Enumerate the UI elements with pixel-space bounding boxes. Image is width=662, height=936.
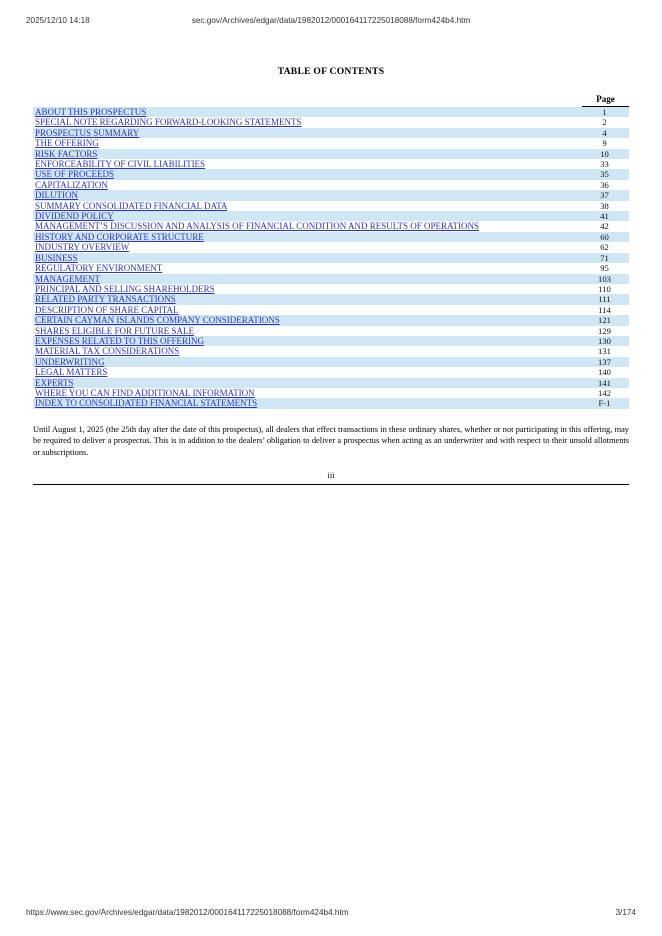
toc-page-number: 121 (582, 315, 629, 325)
toc-entry-cell (33, 221, 582, 231)
toc-link[interactable]: EXPENSES RELATED TO THIS OFFERING (35, 335, 205, 346)
toc-entry-cell (33, 315, 582, 325)
toc-page-number: 1 (582, 107, 629, 118)
toc-page-number: 71 (582, 253, 629, 263)
toc-link[interactable]: USE OF PROCEEDS (35, 169, 115, 180)
toc-page-number: 114 (598, 304, 611, 315)
toc-page-number: 103 (582, 274, 629, 284)
table-row (33, 284, 629, 294)
toc-page-number: 36 (600, 179, 609, 190)
toc-entry-column-header (33, 94, 582, 107)
toc-entry-cell (33, 117, 582, 127)
table-row (33, 336, 629, 346)
toc-header-row (33, 94, 629, 107)
toc-page-column-header: Page (582, 94, 629, 107)
toc-link[interactable]: SPECIAL NOTE REGARDING FORWARD-LOOKING STATEMENTS (35, 117, 302, 128)
table-row (33, 211, 629, 221)
toc-entry-cell (33, 232, 582, 242)
table-row (33, 180, 629, 190)
toc-page-number: 130 (582, 336, 629, 346)
table-row (33, 242, 629, 252)
toc-entry-cell (33, 263, 582, 273)
toc-entry-cell (33, 149, 582, 159)
toc-page-number: 142 (598, 387, 611, 398)
table-row (33, 346, 629, 356)
toc-entry-cell (33, 326, 582, 336)
toc-entry-cell (33, 107, 582, 118)
toc-link[interactable]: REGULATORY ENVIRONMENT (35, 263, 163, 274)
footer-rule (33, 484, 629, 485)
table-row (33, 367, 629, 377)
print-footer-url: https://www.sec.gov/Archives/edgar/data/1982012/000164117225018088/form424b4.htm (26, 908, 349, 917)
toc-entry-cell (33, 367, 582, 377)
toc-body (33, 107, 629, 409)
table-row (33, 398, 629, 408)
toc-link[interactable]: MANAGEMENT (35, 273, 100, 284)
toc-page-number: 37 (582, 190, 629, 200)
table-row (33, 169, 629, 179)
toc-link[interactable]: LEGAL MATTERS (35, 367, 108, 378)
table-row (33, 294, 629, 304)
toc-entry-cell (33, 169, 582, 179)
toc-page-number: 129 (598, 325, 611, 336)
toc-page-number: 110 (598, 283, 611, 294)
toc-entry-cell (33, 378, 582, 388)
toc-page-number: 4 (582, 128, 629, 138)
document-page (33, 48, 629, 493)
toc-entry-cell (33, 357, 582, 367)
table-row (33, 388, 629, 398)
toc-link[interactable]: RELATED PARTY TRANSACTIONS (35, 294, 176, 305)
toc-page-number: 111 (582, 294, 629, 304)
toc-link[interactable]: RISK FACTORS (35, 148, 98, 159)
toc-page-number: 141 (582, 378, 629, 388)
print-footer-page-counter: 3/174 (615, 908, 636, 917)
toc-link[interactable]: MATERIAL TAX CONSIDERATIONS (35, 346, 180, 357)
toc-link[interactable]: DESCRIPTION OF SHARE CAPITAL (35, 304, 179, 315)
table-row (33, 232, 629, 242)
print-footer (0, 906, 662, 920)
toc-page-number: 10 (582, 149, 629, 159)
toc-page-number: 137 (582, 357, 629, 367)
toc-entry-cell (33, 201, 582, 211)
toc-page-number: 42 (600, 221, 609, 232)
toc-entry-cell (33, 346, 582, 356)
page-marker: iii (327, 471, 335, 480)
toc-entry-cell (33, 253, 582, 263)
toc-entry-cell (33, 138, 582, 148)
table-of-contents (33, 94, 629, 409)
toc-page-number: 35 (582, 169, 629, 179)
page-title: TABLE OF CONTENTS (277, 66, 385, 77)
toc-link[interactable]: DILUTION (35, 190, 78, 201)
toc-link[interactable]: HISTORY AND CORPORATE STRUCTURE (35, 231, 204, 242)
table-row (33, 107, 629, 118)
toc-page-number: 38 (600, 200, 609, 211)
prospectus-delivery-legend: Until August 1, 2025 (the 25th day after the date of this prospectus), all dealers that effect transactions in these ordinary shares, whether or not participating in this offering, may be required to deliver a prospectus. This is in addition to the dealers’ obligation to deliver a prospectus when acting as an underwriter and with respect to their unsold allotments or subscriptions. (33, 424, 629, 457)
table-row (33, 305, 629, 315)
toc-entry-cell (33, 305, 582, 315)
table-row (33, 159, 629, 169)
toc-link[interactable]: PROSPECTUS SUMMARY (35, 127, 140, 138)
table-row (33, 326, 629, 336)
toc-link[interactable]: BUSINESS (35, 252, 78, 263)
toc-entry-cell (33, 211, 582, 221)
table-row (33, 117, 629, 127)
toc-link[interactable]: EXPERTS (35, 377, 74, 388)
toc-link[interactable]: DIVIDEND POLICY (35, 211, 114, 222)
toc-entry-cell (33, 128, 582, 138)
toc-entry-cell (33, 336, 582, 346)
toc-entry-cell (33, 190, 582, 200)
toc-entry-cell (33, 294, 582, 304)
toc-link[interactable]: ENFORCEABILITY OF CIVIL LIABILITIES (35, 159, 206, 170)
print-header (0, 14, 662, 28)
toc-page-number: 62 (600, 242, 609, 253)
toc-entry-cell (33, 398, 582, 408)
toc-page-number: 140 (598, 367, 611, 378)
table-row (33, 221, 629, 231)
toc-entry-cell (33, 274, 582, 284)
table-row (33, 357, 629, 367)
toc-page-number: 41 (582, 211, 629, 221)
toc-page-number: F-1 (582, 398, 629, 408)
toc-entry-cell (33, 284, 582, 294)
toc-page-number: 131 (598, 346, 611, 357)
toc-page-number: 2 (602, 117, 607, 128)
table-row (33, 263, 629, 273)
toc-link[interactable]: MANAGEMENT’S DISCUSSION AND ANALYSIS OF FINANCIAL CONDITION AND RESULTS OF OPERATIONS (35, 221, 479, 232)
toc-page-number: 33 (600, 159, 609, 170)
toc-link[interactable]: THE OFFERING (35, 138, 99, 149)
print-header-date: 2025/12/10 14:18 (26, 16, 90, 25)
table-row (33, 149, 629, 159)
toc-link[interactable]: SUMMARY CONSOLIDATED FINANCIAL DATA (35, 200, 228, 211)
toc-link[interactable]: PRINCIPAL AND SELLING SHAREHOLDERS (35, 283, 215, 294)
toc-page-number: 60 (582, 232, 629, 242)
toc-link[interactable]: WHERE YOU CAN FIND ADDITIONAL INFORMATION (35, 387, 255, 398)
table-row (33, 253, 629, 263)
print-header-url: sec.gov/Archives/edgar/data/1982012/000164117225018088/form424b4.htm (191, 16, 471, 25)
table-row (33, 315, 629, 325)
toc-link[interactable]: CAPITALIZATION (35, 179, 108, 190)
toc-link[interactable]: CERTAIN CAYMAN ISLANDS COMPANY CONSIDERATIONS (35, 315, 280, 326)
toc-link[interactable]: SHARES ELIGIBLE FOR FUTURE SALE (35, 325, 195, 336)
toc-entry-cell (33, 242, 582, 252)
table-row (33, 201, 629, 211)
toc-entry-cell (33, 159, 582, 169)
toc-link[interactable]: ABOUT THIS PROSPECTUS (35, 107, 147, 117)
toc-entry-cell (33, 388, 582, 398)
toc-link[interactable]: INDEX TO CONSOLIDATED FINANCIAL STATEMENTS (35, 398, 258, 409)
table-row (33, 128, 629, 138)
toc-page-number: 9 (602, 138, 607, 149)
table-row (33, 274, 629, 284)
toc-entry-cell (33, 180, 582, 190)
toc-page-number: 95 (600, 263, 609, 274)
toc-link[interactable]: UNDERWRITING (35, 356, 105, 367)
table-row (33, 378, 629, 388)
table-row (33, 190, 629, 200)
table-row (33, 138, 629, 148)
toc-link[interactable]: INDUSTRY OVERVIEW (35, 242, 130, 253)
